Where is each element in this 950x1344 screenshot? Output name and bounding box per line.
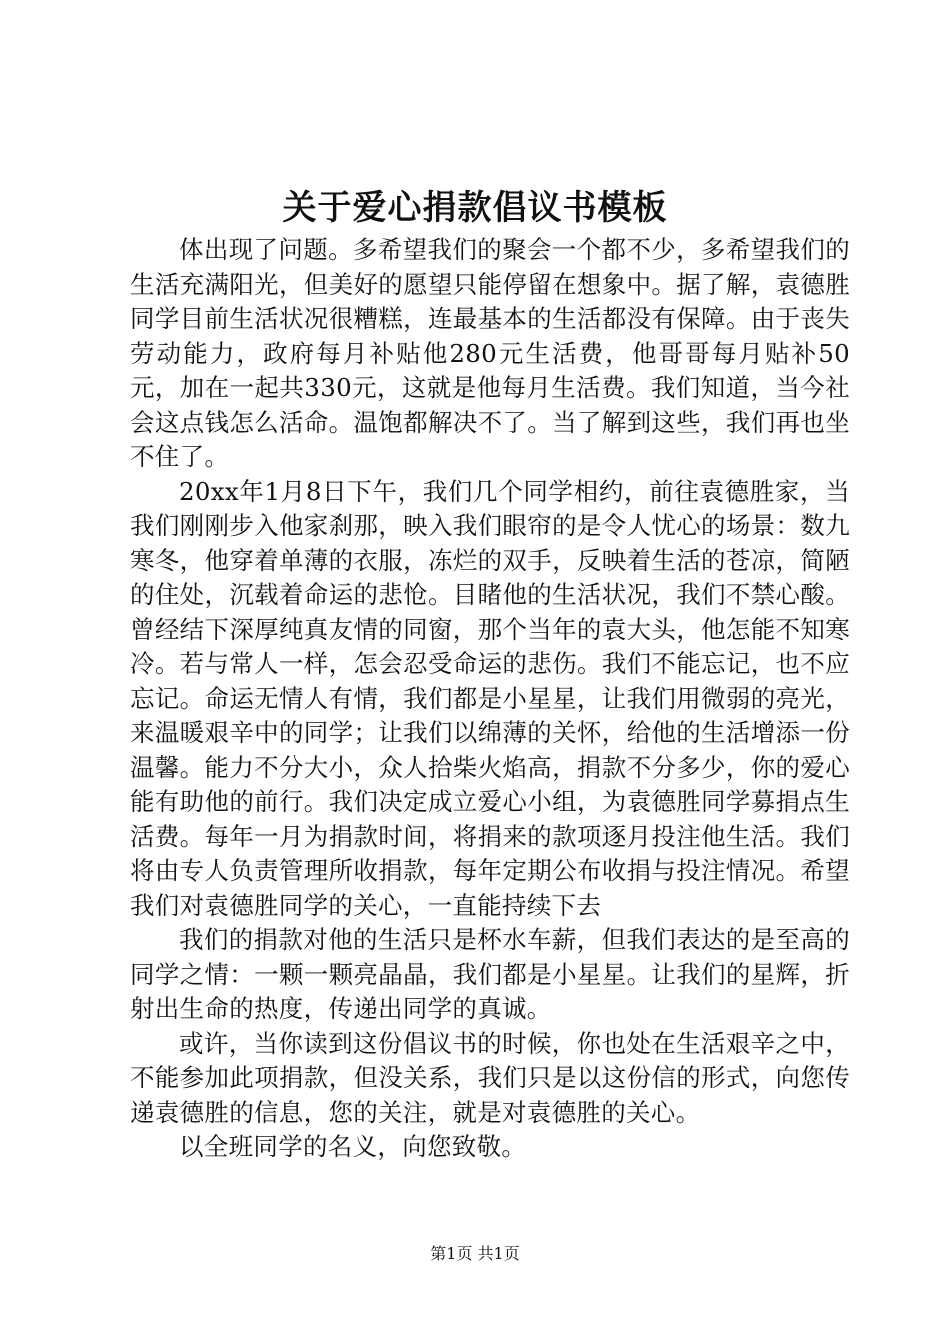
- paragraph-3: 我们的捐款对他的生活只是杯水车薪，但我们表达的是至高的同学之情：一颗一颗亮晶晶，我们都是小星星。让我们的星辉，折射出生命的热度，传递出同学的真诚。: [130, 925, 850, 1023]
- document-body: [130, 233, 850, 1165]
- document-title: 关于爱心捐款倡议书模板: [282, 188, 668, 228]
- paragraph-2: 20xx年1月8日下午，我们几个同学相约，前往袁德胜家，当我们刚刚步入他家刹那，映入我们眼帘的是令人忧心的场景：数九寒冬，他穿着单薄的衣服，冻烂的双手，反映着生活的苍凉，简陋的住处，沉载着命运的悲怆。目睹他的生活状况，我们不禁心酸。曾经结下深厚纯真友情的同窗，那个当年的袁大头，他怎能不知寒冷。若与常人一样，怎会忍受命运的悲伤。我们不能忘记，也不应忘记。命运无情人有情，我们都是小星星，让我们用微弱的亮光，来温暖艰辛中的同学；让我们以绵薄的关怀，给他的生活增添一份温馨。能力不分大小，众人拾柴火焰高，捐款不分多少，你的爱心能有助他的前行。我们决定成立爱心小组，为袁德胜同学募捐点生活费。每年一月为捐款时间，将捐来的款项逐月投注他生活。我们将由专人负责管理所收捐款，每年定期公布收捐与投注情况。希望我们对袁德胜同学的关心，一直能持续下去: [130, 476, 850, 920]
- paragraph-4: 或许，当你读到这份倡议书的时候，你也处在生活艰辛之中，不能参加此项捐款，但没关系，我们只是以这份信的形式，向您传递袁德胜的信息，您的关注，就是对袁德胜的关心。: [130, 1028, 850, 1127]
- page-number-footer: 第1页 共1页: [430, 1244, 520, 1263]
- paragraph-1: 体出现了问题。多希望我们的聚会一个都不少，多希望我们的生活充满阳光，但美好的愿望只能停留在想象中。据了解，袁德胜同学目前生活状况很糟糕，连最基本的生活都没有保障。由于丧失劳动能力，政府每月补贴他280元生活费，他哥哥每月贴补50元，加在一起共330元，这就是他每月生活费。我们知道，当今社会这点钱怎么活命。温饱都解决不了。当了解到这些，我们再也坐不住了。: [130, 235, 850, 471]
- paragraph-5: 以全班同学的名义，向您致敬。: [179, 1132, 527, 1161]
